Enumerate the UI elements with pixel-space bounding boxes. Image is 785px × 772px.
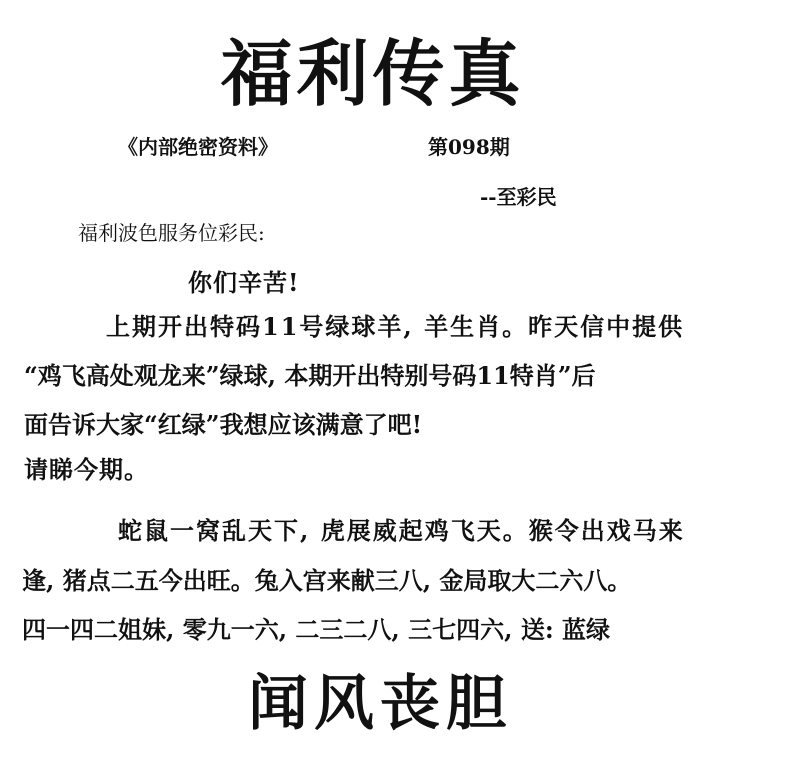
greeting: 福利波色服务位彩民: (78, 221, 265, 245)
body-line-5: 请睇今期。 (24, 455, 149, 484)
body-line-2: 上期开出特码11号绿球羊, 羊生肖。昨天信中提供 (106, 312, 685, 341)
body-line-1: 你们辛苦! (188, 268, 300, 297)
poem-line-1: 蛇鼠一窝乱天下, 虎展威起鸡飞天。猴令出戏马来 (118, 516, 685, 545)
body-line-4: 面告诉大家“红绿”我想应该满意了吧! (24, 410, 423, 439)
footer-slogan: 闻风丧胆 (248, 669, 512, 739)
poem-line-3: 四一四二姐妹, 零九一六, 二三二八, 三七四六, 送: 蓝绿 (22, 615, 611, 644)
confidential-label: 《内部绝密资料》 (118, 135, 278, 159)
body-line-3: “鸡飞高处观龙来”绿球, 本期开出特别号码11特肖”后 (24, 361, 596, 390)
addressee-line: --至彩民 (480, 185, 557, 209)
issue-number: 第098期 (428, 135, 510, 159)
document-title: 福利传真 (220, 31, 525, 116)
poem-line-2: 逢, 猪点二五今出旺。兔入宫来献三八, 金局取大二六八。 (22, 566, 632, 595)
